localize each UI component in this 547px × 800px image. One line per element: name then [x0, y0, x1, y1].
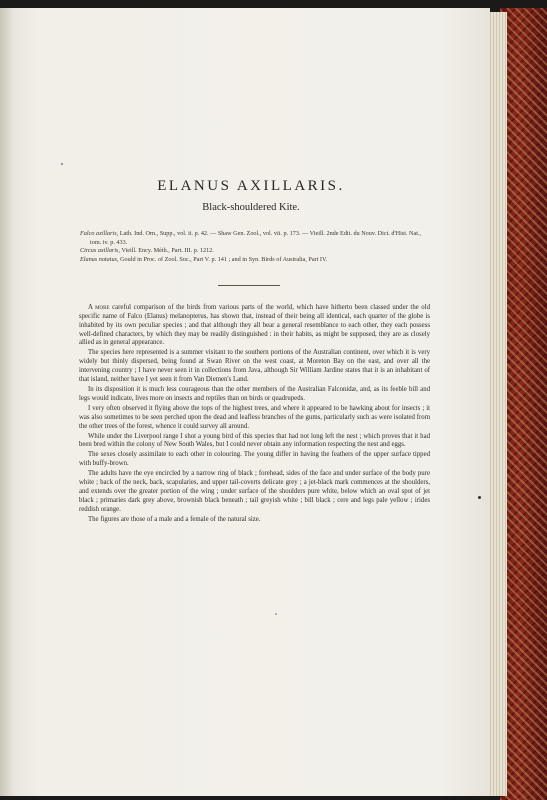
paragraph-text: The sexes closely assimilate to each other in colouring. The young differ in having the feathers of the upper surface tipped with buffy-brown.: [79, 451, 430, 468]
paragraph: [79, 470, 430, 514]
paragraph: [79, 516, 430, 525]
reference-entry: [80, 230, 428, 247]
paragraph: [79, 304, 430, 348]
reference-text: Vieill. Ency. Méth., Part. III. p. 1212.: [121, 247, 214, 255]
page-speck: [61, 163, 63, 165]
reference-name: Circus axillaris,: [80, 247, 120, 255]
paragraph: [79, 405, 430, 432]
paragraph-text: In its disposition it is much less courageous than the other members of the Australian Falconidæ, and, as its feeble bill and legs would indicate, lives more on insects and reptiles than on birds or quadrupeds.: [79, 385, 430, 402]
paragraph-lead: A more: [88, 304, 110, 311]
reference-text: Gould in Proc. of Zool. Soc., Part V. p. 141 ; and in Syn. Birds of Australia, Part IV.: [120, 255, 328, 263]
section-divider: [218, 285, 280, 286]
synonymy-references: [80, 230, 428, 264]
book-page: [0, 8, 490, 796]
page-speck: [275, 613, 277, 615]
reference-text: Lath. Ind. Orn., Supp., vol. ii. p. 42. — Shaw Gen. Zool., vol. vii. p. 173. — Vieill. 2nde Edit. du Nouv. Dict. d'Hist. Nat., tom. iv. p. 433.: [90, 230, 422, 246]
body-text: [79, 304, 430, 526]
reference-entry: [80, 256, 428, 265]
paragraph: [79, 433, 430, 451]
page-subtitle: Black-shouldered Kite.: [202, 202, 300, 213]
ornamental-cover-edge: [500, 8, 547, 800]
paragraph-text: While under the Liverpool range I shot a young bird of this species that had not long left the nest ; which proves that it had been bred within the colony of New South Wales, but I could never obtain any information respecting the nest and eggs.: [79, 432, 430, 449]
page-title: ELANUS AXILLARIS.: [157, 178, 345, 194]
reference-name: Elanus notatus,: [80, 255, 119, 263]
paragraph: [79, 386, 430, 404]
paragraph: [79, 349, 430, 384]
paragraph-text: The figures are those of a male and a female of the natural size.: [88, 515, 261, 523]
paragraph-text: The adults have the eye encircled by a narrow ring of black ; forehead, sides of the face and under surface of the body pure white ; back of the neck, back, scapularies, and upper tail-coverts delicate grey ; a jet-black mark commences at the shoulders, and extends over the greater portion of the wing ; under surface of the shoulders pure white, below which an oval spot of jet black ; primaries dark grey above, brownish black beneath ; tail greyish white ; bill black ; cere and legs pale yellow ; irides reddish orange.: [79, 470, 430, 513]
paragraph-text: The species here represented is a summer visitant to the southern portions of the Australian continent, over which it is very widely but thinly dispersed, being found at Swan River on the west coast, at Moreton Bay on the east, and over all the intervening country ; I have never seen it in collections from Java, although Sir William Jardine states that it is an inhabitant of that island, neither have I yet seen it from Van Diemen's Land.: [79, 349, 430, 383]
paragraph: [79, 451, 430, 469]
reference-name: Falco axillaris,: [80, 230, 119, 237]
paragraph-text: careful comparison of the birds from various parts of the world, which have hitherto been classed under the old specific name of Falco (Elanus) melanopterus, has shown that, instead of their being all identical, each quarter of the globe is inhabited by its own peculiar species ; and that although they all bear a general resemblance to each other, they each possess well-defined characters, by which they may be readily distinguished : in their habits, as might be supposed, they are as closely allied as in general appearance.: [79, 304, 430, 347]
page-speck: [478, 496, 481, 499]
reference-entry: [80, 247, 428, 256]
paragraph-text: I very often observed it flying above the tops of the highest trees, and where it appeared to be hawking about for insects ; it was also sometimes to be seen perched upon the dead and leafless branches of the gums, particularly such as were isolated from the other trees of the forest, whence it could survey all around.: [79, 404, 430, 430]
